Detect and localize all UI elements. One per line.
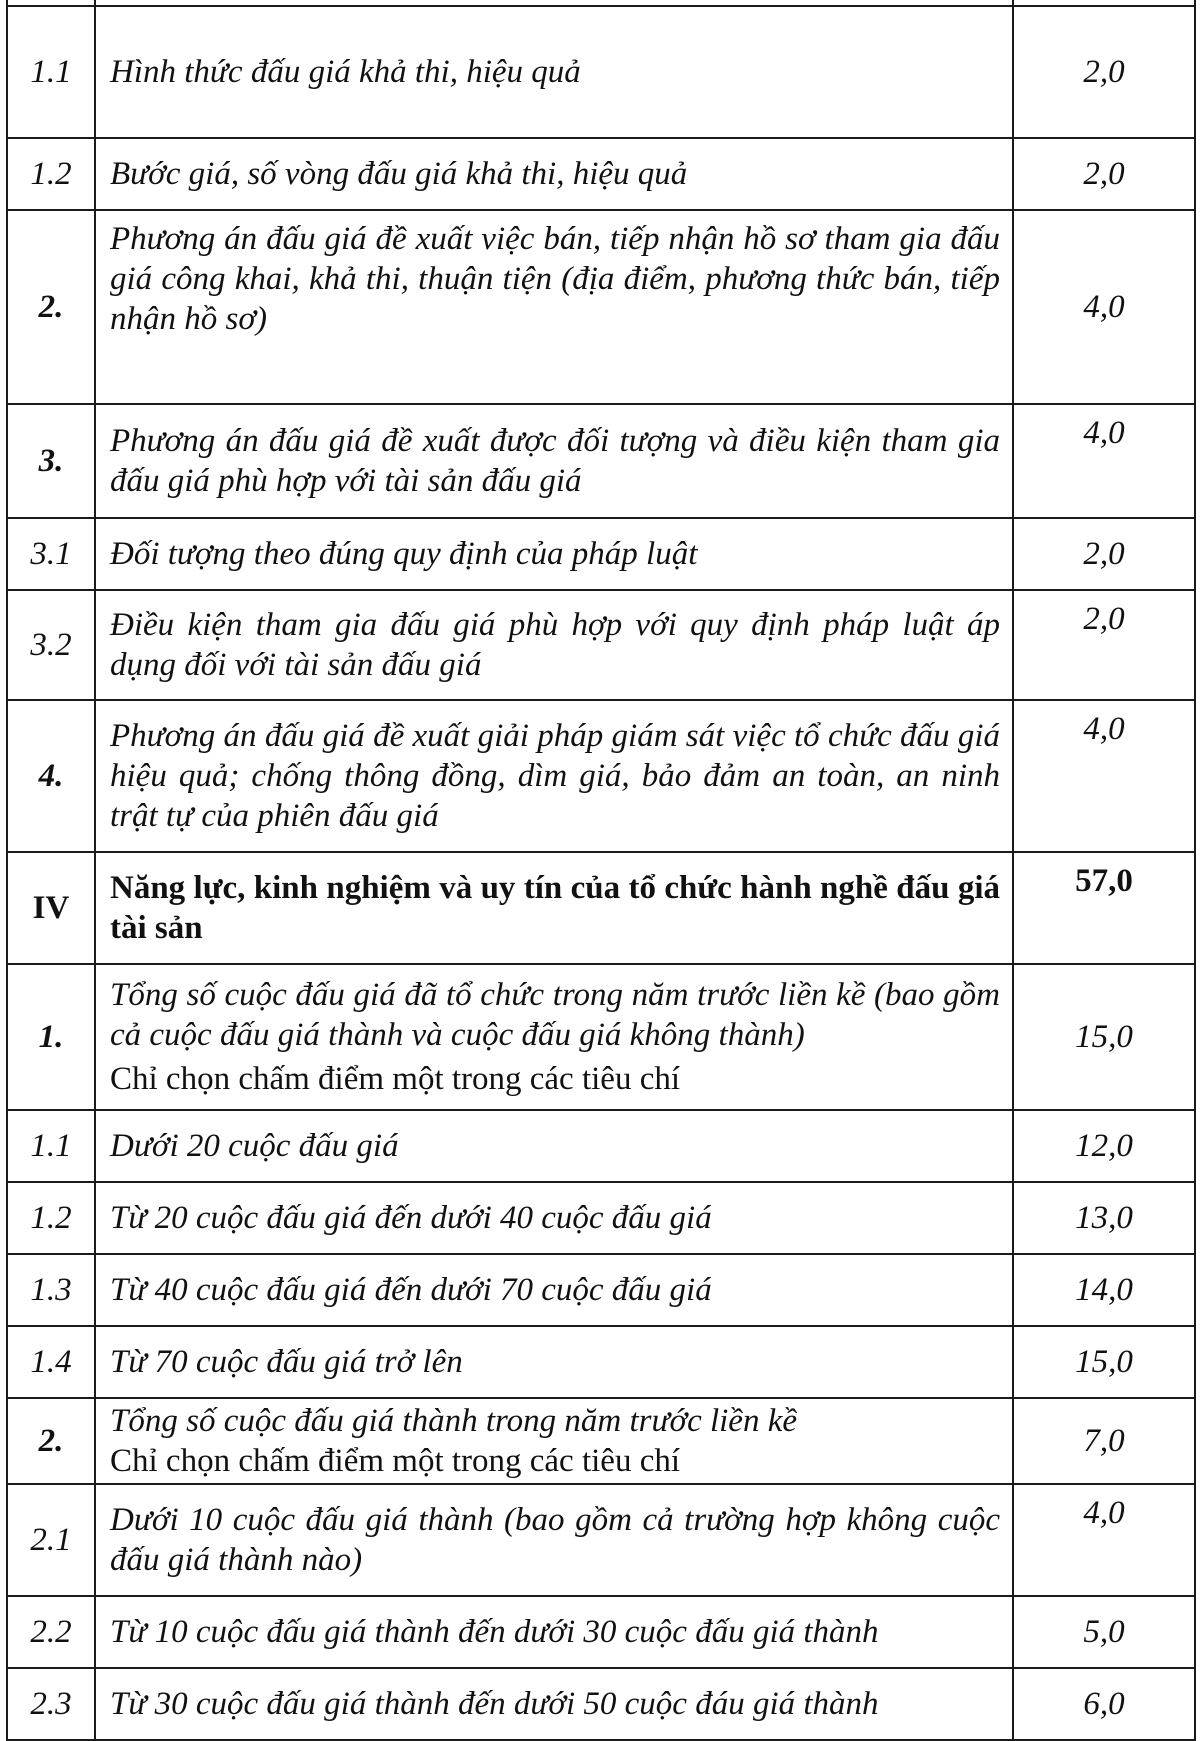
row-number: 1.2 bbox=[7, 138, 95, 210]
score-value: 5,0 bbox=[1013, 1596, 1195, 1668]
row-number: 2. bbox=[7, 210, 95, 404]
criterion-text: Từ 10 cuộc đấu giá thành đến dưới 30 cuộc đấu giá thành bbox=[95, 1596, 1013, 1668]
table-row bbox=[7, 138, 1195, 210]
criterion-text: Hình thức đấu giá khả thi, hiệu quả bbox=[95, 6, 1013, 138]
criterion-text: Từ 70 cuộc đấu giá trở lên bbox=[95, 1326, 1013, 1398]
table-row bbox=[7, 210, 1195, 404]
table-row bbox=[7, 1110, 1195, 1182]
criterion-text: Dưới 10 cuộc đấu giá thành (bao gồm cả trường hợp không cuộc đấu giá thành nào) bbox=[95, 1484, 1013, 1596]
table-row bbox=[7, 1254, 1195, 1326]
row-number: 4. bbox=[7, 700, 95, 852]
scoring-criteria-document bbox=[6, 0, 1194, 1741]
criterion-note: Chỉ chọn chấm điểm một trong các tiêu chí bbox=[110, 1061, 681, 1097]
table-row bbox=[7, 1398, 1195, 1484]
scoring-criteria-table bbox=[6, 0, 1196, 1741]
score-value: 13,0 bbox=[1013, 1182, 1195, 1254]
criterion-text: Phương án đấu giá đề xuất được đối tượng và điều kiện tham gia đấu giá phù hợp với tài sản đấu giá bbox=[95, 404, 1013, 518]
row-number: IV bbox=[7, 852, 95, 964]
criterion-text: Từ 20 cuộc đấu giá đến dưới 40 cuộc đấu giá bbox=[95, 1182, 1013, 1254]
score-value: 2,0 bbox=[1013, 6, 1195, 138]
row-number: 1.3 bbox=[7, 1254, 95, 1326]
row-number: 1.4 bbox=[7, 1326, 95, 1398]
score-value: 4,0 bbox=[1013, 210, 1195, 404]
table-row bbox=[7, 964, 1195, 1110]
score-value: 6,0 bbox=[1013, 1668, 1195, 1740]
table-row bbox=[7, 700, 1195, 852]
criterion-cell bbox=[95, 1398, 1013, 1484]
score-value: 4,0 bbox=[1013, 404, 1195, 518]
criterion-text: Từ 30 cuộc đấu giá thành đến dưới 50 cuộc đáu giá thành bbox=[95, 1668, 1013, 1740]
criterion-text: Phương án đấu giá đề xuất việc bán, tiếp nhận hồ sơ tham gia đấu giá công khai, khả thi, thuận tiện (địa điểm, phương thức bán, tiếp nhận hồ sơ) bbox=[95, 210, 1013, 404]
score-value: 7,0 bbox=[1013, 1398, 1195, 1484]
table-row bbox=[7, 1484, 1195, 1596]
table-row bbox=[7, 1596, 1195, 1668]
criterion-cell bbox=[95, 964, 1013, 1110]
row-number: 2. bbox=[7, 1398, 95, 1484]
criterion-text: Từ 40 cuộc đấu giá đến dưới 70 cuộc đấu giá bbox=[95, 1254, 1013, 1326]
criterion-text: Phương án đấu giá đề xuất giải pháp giám sát việc tổ chức đấu giá hiệu quả; chống thông đồng, dìm giá, bảo đảm an toàn, an ninh trật tự của phiên đấu giá bbox=[95, 700, 1013, 852]
table-row bbox=[7, 1182, 1195, 1254]
row-number: 2.2 bbox=[7, 1596, 95, 1668]
table-row bbox=[7, 6, 1195, 138]
table-row bbox=[7, 404, 1195, 518]
criterion-text: Tổng số cuộc đấu giá đã tổ chức trong năm trước liền kề (bao gồm cả cuộc đấu giá thành và cuộc đấu giá không thành) bbox=[110, 977, 1000, 1053]
criterion-text: Năng lực, kinh nghiệm và uy tín của tổ chức hành nghề đấu giá tài sản bbox=[95, 852, 1013, 964]
criterion-text: Bước giá, số vòng đấu giá khả thi, hiệu quả bbox=[95, 138, 1013, 210]
score-value: 12,0 bbox=[1013, 1110, 1195, 1182]
criterion-text: Đối tượng theo đúng quy định của pháp luật bbox=[95, 518, 1013, 590]
row-number: 1.1 bbox=[7, 1110, 95, 1182]
score-value: 15,0 bbox=[1013, 964, 1195, 1110]
score-value: 15,0 bbox=[1013, 1326, 1195, 1398]
score-value: 14,0 bbox=[1013, 1254, 1195, 1326]
criterion-text: Tổng số cuộc đấu giá thành trong năm trước liền kề bbox=[110, 1403, 797, 1439]
table-row bbox=[7, 852, 1195, 964]
score-value: 2,0 bbox=[1013, 518, 1195, 590]
score-value: 2,0 bbox=[1013, 590, 1195, 700]
row-number: 1.1 bbox=[7, 6, 95, 138]
row-number: 3.2 bbox=[7, 590, 95, 700]
row-number: 2.3 bbox=[7, 1668, 95, 1740]
table-row bbox=[7, 1326, 1195, 1398]
row-number: 3. bbox=[7, 404, 95, 518]
row-number: 2.1 bbox=[7, 1484, 95, 1596]
criterion-text: Dưới 20 cuộc đấu giá bbox=[95, 1110, 1013, 1182]
row-number: 3.1 bbox=[7, 518, 95, 590]
row-number: 1.2 bbox=[7, 1182, 95, 1254]
row-number: 1. bbox=[7, 964, 95, 1110]
table-row bbox=[7, 518, 1195, 590]
table-row bbox=[7, 1668, 1195, 1740]
score-value: 2,0 bbox=[1013, 138, 1195, 210]
table-row bbox=[7, 590, 1195, 700]
score-value: 57,0 bbox=[1013, 852, 1195, 964]
score-value: 4,0 bbox=[1013, 700, 1195, 852]
criterion-note: Chỉ chọn chấm điểm một trong các tiêu chí bbox=[110, 1443, 681, 1479]
criterion-text: Điều kiện tham gia đấu giá phù hợp với quy định pháp luật áp dụng đối với tài sản đấu giá bbox=[95, 590, 1013, 700]
score-value: 4,0 bbox=[1013, 1484, 1195, 1596]
